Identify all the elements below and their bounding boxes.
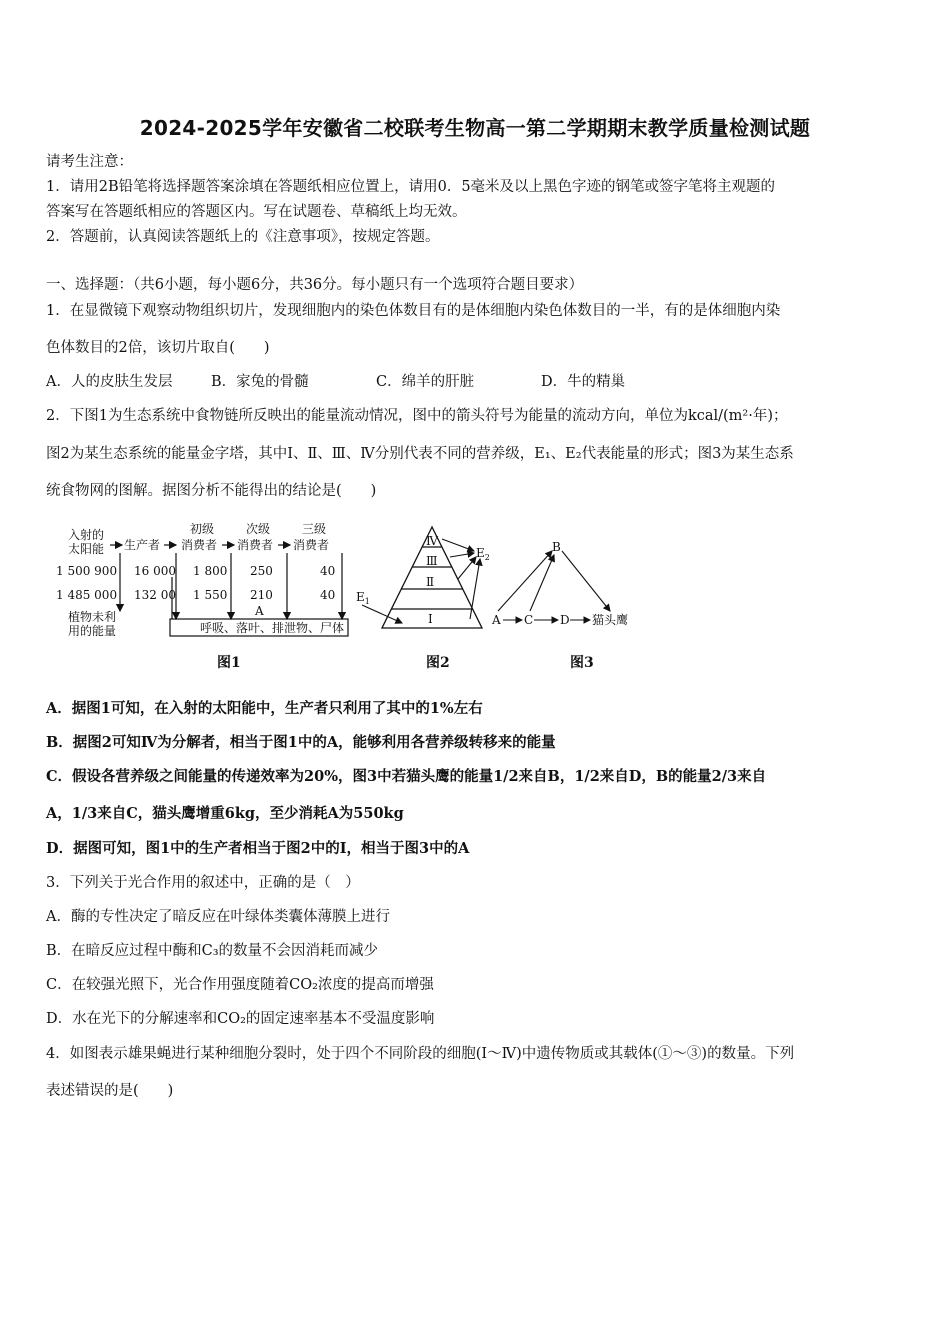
q1-option-d: D．牛的精巢 (541, 374, 626, 390)
notice-item: 1．请用2B铅笔将选择题答案涂填在答题纸相应位置上，请用0．5毫米及以上黑色字迹的钢笔或签字笔将主观题的 (46, 179, 776, 195)
fig3-node-d: D (560, 613, 570, 627)
fig2-caption: 图2 (426, 655, 450, 671)
figure-2-energy-pyramid (356, 527, 490, 671)
fig2-level: Ⅳ (426, 534, 438, 548)
fig3-node-a: A (492, 613, 501, 627)
q2-option-c-continued: A，1/3来自C，猫头鹰增重6kg，至少消耗A为550kg (46, 805, 404, 822)
fig1-primary-label: 消费者 (181, 538, 218, 552)
q2-stem: 图2为某生态系统的能量金字塔，其中Ⅰ、Ⅱ、Ⅲ、Ⅳ分别代表不同的营养级，E₁、E₂代表能量的形式；图3为某生态系 (46, 446, 794, 462)
fig2-e2: $E_2$ (476, 546, 490, 562)
q2-stem: 2．下图1为生态系统中食物链所反映出的能量流动情况，图中的箭头符号为能量的流动方向，单位为kcal/(m²·年)； (46, 408, 788, 424)
q2-figures (50, 515, 650, 685)
fig1-producer-label: 生产者 (124, 538, 161, 552)
fig1-secondary-label: 次级 (246, 522, 271, 536)
fig2-e1: $E_1$ (356, 590, 370, 606)
fig3-caption: 图3 (570, 655, 594, 671)
notice-item: 答案写在答题纸相应的答题区内。写在试题卷、草稿纸上均无效。 (46, 204, 467, 220)
q3-stem: 3．下列关于光合作用的叙述中，正确的是（ ） (46, 875, 360, 891)
fig2-level: Ⅲ (426, 554, 438, 568)
q1-stem: 色体数目的2倍，该切片取自( ) (46, 340, 270, 356)
q3-option-d: D．水在光下的分解速率和CO₂的固定速率基本不受温度影响 (46, 1011, 435, 1027)
figure-1-energy-flow (56, 521, 348, 671)
q2-option-b: B．据图2可知Ⅳ为分解者，相当于图1中的A，能够利用各营养级转移来的能量 (46, 734, 556, 751)
fig1-sun-label: 入射的 (68, 528, 105, 542)
fig1-value: 250 (250, 564, 273, 578)
fig1-a-label: A (255, 604, 264, 618)
fig1-sun-label: 太阳能 (68, 542, 105, 556)
q3-option-b: B．在暗反应过程中酶和C₃的数量不会因消耗而减少 (46, 943, 379, 959)
notice-heading: 请考生注意： (46, 154, 133, 170)
fig1-secondary-label: 消费者 (237, 538, 274, 552)
fig1-value: 210 (250, 588, 273, 602)
fig1-value: 16 000 (134, 564, 176, 578)
fig1-unused-label: 植物未利 (68, 610, 117, 624)
q2-stem: 统食物网的图解。据图分析不能得出的结论是( ) (46, 483, 377, 499)
fig3-node-b: B (552, 540, 561, 554)
notice-item: 2．答题前，认真阅读答题纸上的《注意事项》，按规定答题。 (46, 229, 440, 245)
fig2-level: Ⅰ (428, 612, 433, 626)
q2-option-a: A．据图1可知，在入射的太阳能中，生产者只利用了其中的1%左右 (46, 700, 483, 717)
fig1-tertiary-label: 消费者 (293, 538, 330, 552)
fig1-unused-label: 用的能量 (68, 624, 117, 638)
fig1-value: 1 550 (193, 588, 228, 602)
q1-option-b: B．家兔的骨髓 (211, 374, 309, 390)
fig1-value: 1 500 900 (56, 564, 118, 578)
fig2-level: Ⅱ (426, 575, 435, 589)
fig1-value: 40 (320, 588, 336, 602)
section-header: 一、选择题：（共6小题，每小题6分，共36分。每小题只有一个选项符合题目要求） (46, 277, 584, 293)
figure-3-food-web (491, 540, 628, 671)
fig1-value: 1 800 (193, 564, 228, 578)
fig3-node-owl: 猫头鹰 (592, 613, 629, 627)
fig1-primary-label: 初级 (190, 522, 215, 536)
fig1-tertiary-label: 三级 (302, 522, 327, 536)
q1-option-a: A．人的皮肤生发层 (46, 374, 173, 390)
q4-stem: 表述错误的是( ) (46, 1083, 174, 1099)
q2-option-c: C．假设各营养级之间能量的传递效率为20%，图3中若猫头鹰的能量1/2来自B，1/2来自D，B的能量2/3来自 (46, 768, 767, 785)
page-title: 2024-2025学年安徽省二校联考生物高一第二学期期末教学质量检测试题 (139, 116, 811, 140)
q1-option-c: C．绵羊的肝脏 (376, 374, 475, 390)
q3-option-a: A．酶的专性决定了暗反应在叶绿体类囊体薄膜上进行 (46, 909, 390, 925)
fig1-value: 132 00 (134, 588, 176, 602)
fig1-caption: 图1 (217, 655, 241, 671)
q2-option-d: D．据图可知，图1中的生产者相当于图2中的Ⅰ，相当于图3中的A (46, 840, 470, 857)
fig1-box-text: 呼吸、落叶、排泄物、尸体 (200, 621, 345, 635)
q3-option-c: C．在较强光照下，光合作用强度随着CO₂浓度的提高而增强 (46, 977, 434, 993)
q1-stem: 1．在显微镜下观察动物组织切片，发现细胞内的染色体数目有的是体细胞内染色体数目的一半，有的是体细胞内染 (46, 303, 781, 319)
fig1-value: 40 (320, 564, 336, 578)
fig1-value: 1 485 000 (56, 588, 118, 602)
fig3-node-c: C (524, 613, 534, 627)
q4-stem: 4．如图表示雄果蝇进行某种细胞分裂时，处于四个不同阶段的细胞(Ⅰ～Ⅳ)中遗传物质或其载体(①～③)的数量。下列 (46, 1046, 795, 1062)
